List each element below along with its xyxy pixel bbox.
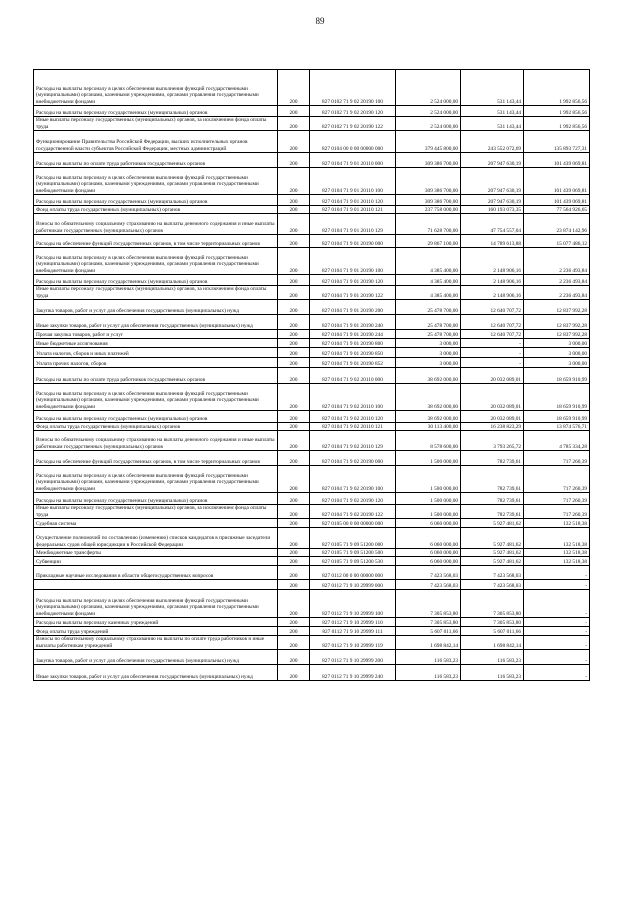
- row-line-code: 200: [278, 214, 310, 235]
- row-approved: 3 000,00: [396, 348, 461, 358]
- row-remaining: 132 518,38: [524, 519, 590, 528]
- row-approved: 309 386 700,00: [396, 195, 461, 206]
- row-approved: 2 524 000,00: [396, 70, 461, 106]
- row-approved: 4 385 400,00: [396, 248, 461, 275]
- row-description: Функционирование Правительства Российской Федерации, высших исполнительных органов государственной власти субъектов Российской Федерации, местных администраций: [34, 131, 278, 153]
- row-budget-code: 827 0104 71 9 01 20190 852: [310, 358, 396, 368]
- table-row: [34, 636, 590, 650]
- row-remaining: 132 518,38: [524, 549, 590, 557]
- row-executed: 20 032 089,01: [461, 368, 524, 384]
- row-description: Расходы на обеспечение функций государственных органов, в том числе территориальных органов: [34, 235, 278, 248]
- row-budget-code: 827 0104 71 9 02 20110 120: [310, 411, 396, 423]
- row-line-code: 200: [278, 358, 310, 368]
- row-line-code: 200: [278, 153, 310, 168]
- row-remaining: 18 659 910,99: [524, 384, 590, 411]
- row-remaining: 3 000,00: [524, 348, 590, 358]
- row-budget-code: 827 0104 71 9 01 20190 000: [310, 235, 396, 248]
- row-remaining: 18 659 910,99: [524, 411, 590, 423]
- row-remaining: 13 874 576,71: [524, 423, 590, 431]
- table-row: [34, 300, 590, 315]
- row-executed: 782 739,61: [461, 505, 524, 519]
- row-approved: 116 583,23: [396, 665, 461, 681]
- table-row: [34, 528, 590, 549]
- table-row: [34, 275, 590, 286]
- row-line-code: 200: [278, 528, 310, 549]
- row-budget-code: 827 0104 71 9 01 20190 122: [310, 286, 396, 300]
- table-row: [34, 168, 590, 195]
- row-executed: 12 640 707,72: [461, 330, 524, 339]
- row-budget-code: 827 0104 71 9 01 20110 120: [310, 195, 396, 206]
- row-line-code: 200: [278, 315, 310, 330]
- row-executed: 531 143,44: [461, 70, 524, 106]
- row-line-code: 200: [278, 636, 310, 650]
- table-row: [34, 618, 590, 627]
- row-approved: 1 500 000,00: [396, 466, 461, 493]
- row-executed: 116 583,23: [461, 665, 524, 681]
- row-description: Расходы на выплаты персоналу в целях обеспечения выполнения функций государственными (муниципальными) органами, казенными учреждениями, органами управления государственными внебюджетными фондами: [34, 590, 278, 618]
- row-executed: 7 423 568,03: [461, 566, 524, 580]
- row-budget-code: 827 0104 71 9 02 20190 120: [310, 493, 396, 505]
- row-line-code: 200: [278, 451, 310, 466]
- table-row: [34, 519, 590, 528]
- table-row: [34, 411, 590, 423]
- row-remaining: -: [524, 590, 590, 618]
- row-approved: 3 000,00: [396, 358, 461, 368]
- row-approved: 4 385 400,00: [396, 286, 461, 300]
- row-budget-code: 827 0104 71 9 02 20110 100: [310, 384, 396, 411]
- row-budget-code: 827 0112 71 9 10 29999 200: [310, 650, 396, 665]
- row-description: Субвенции: [34, 557, 278, 566]
- row-executed: 5 927 481,62: [461, 528, 524, 549]
- table-row: [34, 650, 590, 665]
- row-remaining: 2 236 493,84: [524, 275, 590, 286]
- row-approved: 6 060 000,00: [396, 519, 461, 528]
- row-executed: 5 927 481,62: [461, 557, 524, 566]
- row-remaining: 12 837 992,28: [524, 330, 590, 339]
- row-approved: 7 423 568,03: [396, 580, 461, 590]
- row-budget-code: 827 0104 71 9 02 20190 122: [310, 505, 396, 519]
- row-remaining: 12 837 992,28: [524, 300, 590, 315]
- row-approved: 379 445 800,00: [396, 131, 461, 153]
- row-line-code: 200: [278, 411, 310, 423]
- row-description: Взносы по обязательному социальному страхованию на выплаты денежного содержания и иные выплаты работникам государственных (муниципальных) органов: [34, 214, 278, 235]
- row-approved: 2 524 000,00: [396, 106, 461, 117]
- row-description: [34, 580, 278, 590]
- row-approved: 7 423 568,03: [396, 566, 461, 580]
- row-executed: 5 927 481,62: [461, 549, 524, 557]
- row-remaining: 23 874 142,96: [524, 214, 590, 235]
- row-description: Межбюджетные трансферты: [34, 549, 278, 557]
- table-row: [34, 339, 590, 348]
- row-budget-code: 827 0104 71 9 01 20190 850: [310, 348, 396, 358]
- row-budget-code: 827 0104 71 9 01 20190 200: [310, 300, 396, 315]
- row-approved: 25 478 700,00: [396, 300, 461, 315]
- table-row: [34, 214, 590, 235]
- row-remaining: 3 000,00: [524, 339, 590, 348]
- row-description: Взносы по обязательному социальному страхованию на выплаты денежного содержания и иные выплаты работникам государственных (муниципальных) органов: [34, 431, 278, 451]
- row-executed: 14 789 613,88: [461, 235, 524, 248]
- row-budget-code: 827 0112 71 9 10 29999 111: [310, 627, 396, 636]
- row-remaining: -: [524, 618, 590, 627]
- row-remaining: 101 439 069,81: [524, 168, 590, 195]
- row-remaining: 101 439 069,81: [524, 153, 590, 168]
- row-remaining: 12 837 992,28: [524, 315, 590, 330]
- row-executed: 20 032 089,01: [461, 411, 524, 423]
- row-remaining: 77 564 926,65: [524, 206, 590, 214]
- row-description: Расходы на выплаты персоналу в целях обеспечения выполнения функций государственными (муниципальными) органами, казенными учреждениями, органами управления государственными внебюджетными фондами: [34, 70, 278, 106]
- row-description: Фонд оплаты труда учреждений: [34, 627, 278, 636]
- row-executed: 160 193 073,35: [461, 206, 524, 214]
- table-row: [34, 348, 590, 358]
- row-remaining: 135 893 727,31: [524, 131, 590, 153]
- row-budget-code: 827 0104 71 9 01 20190 800: [310, 339, 396, 348]
- row-description: Расходы на выплаты персоналу в целях обеспечения выполнения функций государственными (муниципальными) органами, казенными учреждениями, органами управления государственными внебюджетными фондами: [34, 384, 278, 411]
- row-budget-code: 827 0105 00 0 00 00000 000: [310, 519, 396, 528]
- row-line-code: 200: [278, 431, 310, 451]
- row-budget-code: 827 0105 71 9 09 51200 500: [310, 549, 396, 557]
- table-row: [34, 131, 590, 153]
- row-budget-code: 827 0104 71 9 01 20110 121: [310, 206, 396, 214]
- table-row: [34, 505, 590, 519]
- row-executed: 7 423 568,03: [461, 580, 524, 590]
- row-description: Иные закупки товаров, работ и услуг для обеспечения государственных (муниципальных) нужд: [34, 665, 278, 681]
- row-line-code: 200: [278, 650, 310, 665]
- row-remaining: 132 518,38: [524, 557, 590, 566]
- row-budget-code: 827 0112 71 9 10 29999 100: [310, 590, 396, 618]
- row-line-code: 200: [278, 131, 310, 153]
- page-number: 89: [315, 16, 325, 26]
- row-remaining: 717 260,39: [524, 505, 590, 519]
- row-executed: -: [461, 339, 524, 348]
- table-row: [34, 206, 590, 214]
- row-remaining: -: [524, 627, 590, 636]
- table-row: [34, 248, 590, 275]
- row-description: Прочая закупка товаров, работ и услуг: [34, 330, 278, 339]
- table-row: [34, 117, 590, 131]
- row-approved: 6 060 000,00: [396, 549, 461, 557]
- row-line-code: 200: [278, 300, 310, 315]
- row-line-code: 200: [278, 275, 310, 286]
- row-executed: 12 640 707,72: [461, 315, 524, 330]
- table-row: [34, 557, 590, 566]
- row-approved: 71 628 700,00: [396, 214, 461, 235]
- row-remaining: 1 992 856,56: [524, 70, 590, 106]
- row-approved: 2 524 000,00: [396, 117, 461, 131]
- row-budget-code: 827 0104 71 9 02 20190 000: [310, 451, 396, 466]
- row-approved: 1 500 000,00: [396, 493, 461, 505]
- row-budget-code: 827 0112 71 9 10 29999 240: [310, 665, 396, 681]
- row-budget-code: 827 0104 71 9 01 20110 000: [310, 153, 396, 168]
- row-description: Расходы на обеспечение функций государственных органов, в том числе территориальных органов: [34, 451, 278, 466]
- row-approved: 237 758 000,00: [396, 206, 461, 214]
- row-line-code: 200: [278, 549, 310, 557]
- row-description: Расходы на выплаты персоналу государственных (муниципальных) органов: [34, 275, 278, 286]
- row-remaining: -: [524, 636, 590, 650]
- row-description: Закупка товаров, работ и услуг для обеспечения государственных (муниципальных) нужд: [34, 300, 278, 315]
- row-remaining: 1 992 856,56: [524, 117, 590, 131]
- row-executed: 531 143,44: [461, 117, 524, 131]
- row-line-code: 200: [278, 590, 310, 618]
- row-description: Иные выплаты персоналу государственных (муниципальных) органов, за исключением фонда оплаты труда: [34, 505, 278, 519]
- row-approved: 7 305 853,80: [396, 590, 461, 618]
- row-remaining: 717 260,39: [524, 451, 590, 466]
- row-remaining: 18 659 910,99: [524, 368, 590, 384]
- row-description: Расходы на выплаты персоналу государственных (муниципальных) органов: [34, 195, 278, 206]
- row-budget-code: 827 0102 71 9 02 20190 100: [310, 70, 396, 106]
- row-approved: 1 500 000,00: [396, 451, 461, 466]
- row-executed: 2 148 906,16: [461, 275, 524, 286]
- row-budget-code: 827 0105 71 9 09 51200 530: [310, 557, 396, 566]
- row-remaining: 2 236 493,84: [524, 286, 590, 300]
- row-executed: -: [461, 348, 524, 358]
- row-approved: 6 060 000,00: [396, 528, 461, 549]
- row-description: Судебная система: [34, 519, 278, 528]
- row-description: Осуществление полномочий по составлению (изменению) списков кандидатов в присяжные заседатели федеральных судов общей юрисдикции в Российской Федерации: [34, 528, 278, 549]
- row-description: Иные выплаты персоналу государственных (муниципальных) органов, за исключением фонда оплаты труда: [34, 286, 278, 300]
- table-row: [34, 195, 590, 206]
- row-remaining: -: [524, 650, 590, 665]
- row-budget-code: 827 0104 71 9 01 20190 244: [310, 330, 396, 339]
- row-line-code: 200: [278, 117, 310, 131]
- row-approved: 30 113 400,00: [396, 423, 461, 431]
- row-line-code: 200: [278, 339, 310, 348]
- row-budget-code: 827 0104 71 9 02 20190 100: [310, 466, 396, 493]
- row-description: Уплата прочих налогов, сборов: [34, 358, 278, 368]
- row-remaining: 2 236 493,84: [524, 248, 590, 275]
- row-budget-code: 827 0104 71 9 02 20110 000: [310, 368, 396, 384]
- row-remaining: 1 992 856,56: [524, 106, 590, 117]
- row-budget-code: 827 0104 00 0 00 00000 000: [310, 131, 396, 153]
- row-description: Закупка товаров, работ и услуг для обеспечения государственных (муниципальных) нужд: [34, 650, 278, 665]
- row-budget-code: 827 0112 71 9 10 29999 000: [310, 580, 396, 590]
- row-remaining: 4 785 334,28: [524, 431, 590, 451]
- row-remaining: 132 518,38: [524, 528, 590, 549]
- row-approved: 309 386 700,00: [396, 168, 461, 195]
- row-executed: 1 698 842,14: [461, 636, 524, 650]
- table-row: [34, 368, 590, 384]
- row-executed: 207 947 630,19: [461, 195, 524, 206]
- row-approved: 6 060 000,00: [396, 557, 461, 566]
- row-budget-code: 827 0104 71 9 01 20110 129: [310, 214, 396, 235]
- row-remaining: 15 077 486,12: [524, 235, 590, 248]
- row-description: Расходы на выплаты персоналу государственных (муниципальных) органов: [34, 493, 278, 505]
- row-executed: -: [461, 358, 524, 368]
- row-approved: 38 692 000,00: [396, 384, 461, 411]
- row-executed: 243 552 072,69: [461, 131, 524, 153]
- row-line-code: 200: [278, 248, 310, 275]
- row-approved: 38 692 000,00: [396, 368, 461, 384]
- row-description: Прикладные научные исследования в области общегосударственных вопросов: [34, 566, 278, 580]
- row-line-code: 200: [278, 557, 310, 566]
- row-remaining: -: [524, 566, 590, 580]
- row-remaining: 717 260,39: [524, 493, 590, 505]
- row-line-code: 200: [278, 423, 310, 431]
- row-executed: 7 305 853,80: [461, 590, 524, 618]
- row-executed: 3 793 265,72: [461, 431, 524, 451]
- table-row: [34, 493, 590, 505]
- row-budget-code: 827 0112 71 9 10 29999 119: [310, 636, 396, 650]
- row-approved: 1 500 000,00: [396, 505, 461, 519]
- row-line-code: 200: [278, 627, 310, 636]
- row-budget-code: 827 0104 71 9 01 20110 100: [310, 168, 396, 195]
- row-line-code: 200: [278, 206, 310, 214]
- row-executed: 16 238 823,29: [461, 423, 524, 431]
- table-row: [34, 106, 590, 117]
- row-executed: 207 947 630,19: [461, 153, 524, 168]
- row-line-code: 200: [278, 566, 310, 580]
- table-row: [34, 153, 590, 168]
- table-row: [34, 431, 590, 451]
- row-approved: 25 478 700,00: [396, 315, 461, 330]
- row-approved: 8 578 600,00: [396, 431, 461, 451]
- table-row: [34, 627, 590, 636]
- table-row: [34, 286, 590, 300]
- row-budget-code: 827 0102 71 9 02 20190 122: [310, 117, 396, 131]
- row-line-code: 200: [278, 618, 310, 627]
- row-executed: 531 143,44: [461, 106, 524, 117]
- table-row: [34, 580, 590, 590]
- row-executed: 2 148 906,16: [461, 248, 524, 275]
- budget-table: [33, 69, 590, 681]
- table-row: [34, 70, 590, 106]
- row-approved: 7 305 853,80: [396, 618, 461, 627]
- row-budget-code: 827 0112 00 0 00 00000 000: [310, 566, 396, 580]
- row-description: Расходы на выплаты по оплате труда работников государственных органов: [34, 153, 278, 168]
- row-description: Расходы на выплаты персоналу казенных учреждений: [34, 618, 278, 627]
- row-line-code: 200: [278, 665, 310, 681]
- row-approved: 25 478 700,00: [396, 330, 461, 339]
- row-description: Расходы на выплаты персоналу в целях обеспечения выполнения функций государственными (муниципальными) органами, казенными учреждениями, органами управления государственными внебюджетными фондами: [34, 466, 278, 493]
- row-executed: 116 583,23: [461, 650, 524, 665]
- row-description: Расходы на выплаты по оплате труда работников государственных органов: [34, 368, 278, 384]
- row-budget-code: 827 0112 71 9 10 29999 110: [310, 618, 396, 627]
- table-row: [34, 451, 590, 466]
- row-approved: 116 583,23: [396, 650, 461, 665]
- row-executed: 5 607 011,66: [461, 627, 524, 636]
- row-line-code: 200: [278, 348, 310, 358]
- row-line-code: 200: [278, 519, 310, 528]
- row-approved: 3 000,00: [396, 339, 461, 348]
- row-line-code: 200: [278, 168, 310, 195]
- row-line-code: 200: [278, 466, 310, 493]
- row-approved: 38 692 000,00: [396, 411, 461, 423]
- row-description: Расходы на выплаты персоналу государственных (муниципальных) органов: [34, 411, 278, 423]
- row-description: Взносы по обязательному социальному страхованию на выплаты по оплате труда работников и иные выплаты работникам учреждений: [34, 636, 278, 650]
- table-row: [34, 235, 590, 248]
- row-description: Иные закупки товаров, работ и услуг для обеспечения государственных (муниципальных) нужд: [34, 315, 278, 330]
- row-approved: 1 698 842,14: [396, 636, 461, 650]
- row-executed: 47 754 557,04: [461, 214, 524, 235]
- row-line-code: 200: [278, 493, 310, 505]
- row-remaining: 3 000,00: [524, 358, 590, 368]
- row-description: Фонд оплаты труда государственных (муниципальных) органов: [34, 206, 278, 214]
- row-line-code: 200: [278, 330, 310, 339]
- row-approved: 4 385 400,00: [396, 275, 461, 286]
- row-line-code: 200: [278, 580, 310, 590]
- row-budget-code: 827 0104 71 9 02 20110 121: [310, 423, 396, 431]
- row-description: Уплата налогов, сборов и иных платежей: [34, 348, 278, 358]
- row-description: Расходы на выплаты персоналу в целях обеспечения выполнения функций государственными (муниципальными) органами, казенными учреждениями, органами управления государственными внебюджетными фондами: [34, 248, 278, 275]
- row-executed: 782 739,61: [461, 466, 524, 493]
- table-row: [34, 384, 590, 411]
- row-budget-code: 827 0104 71 9 01 20190 120: [310, 275, 396, 286]
- row-budget-code: 827 0102 71 9 02 20190 120: [310, 106, 396, 117]
- row-executed: 12 640 707,72: [461, 300, 524, 315]
- table-row: [34, 590, 590, 618]
- table-row: [34, 358, 590, 368]
- table-row: [34, 315, 590, 330]
- row-budget-code: 827 0105 71 9 09 51200 000: [310, 528, 396, 549]
- row-executed: 782 739,61: [461, 451, 524, 466]
- row-line-code: 200: [278, 70, 310, 106]
- row-description: Расходы на выплаты персоналу в целях обеспечения выполнения функций государственными (муниципальными) органами, казенными учреждениями, органами управления государственными внебюджетными фондами: [34, 168, 278, 195]
- row-remaining: -: [524, 665, 590, 681]
- row-line-code: 200: [278, 195, 310, 206]
- row-executed: 782 739,61: [461, 493, 524, 505]
- row-description: Расходы на выплаты персоналу государственных (муниципальных) органов: [34, 106, 278, 117]
- row-approved: 309 386 700,00: [396, 153, 461, 168]
- row-remaining: 101 439 069,81: [524, 195, 590, 206]
- row-executed: 207 947 630,19: [461, 168, 524, 195]
- row-executed: 7 305 853,80: [461, 618, 524, 627]
- row-description: Иные бюджетные ассигнования: [34, 339, 278, 348]
- row-budget-code: 827 0104 71 9 01 20190 100: [310, 248, 396, 275]
- row-executed: 20 032 089,01: [461, 384, 524, 411]
- table-row: [34, 423, 590, 431]
- row-line-code: 200: [278, 368, 310, 384]
- row-line-code: 200: [278, 235, 310, 248]
- row-budget-code: 827 0104 71 9 02 20110 129: [310, 431, 396, 451]
- row-budget-code: 827 0104 71 9 01 20190 240: [310, 315, 396, 330]
- table-row: [34, 466, 590, 493]
- row-executed: 2 148 906,16: [461, 286, 524, 300]
- row-remaining: -: [524, 580, 590, 590]
- row-line-code: 200: [278, 384, 310, 411]
- row-approved: 5 607 011,66: [396, 627, 461, 636]
- row-approved: 29 867 100,00: [396, 235, 461, 248]
- row-remaining: 717 260,39: [524, 466, 590, 493]
- row-line-code: 200: [278, 286, 310, 300]
- table-row: [34, 549, 590, 557]
- row-description: Иные выплаты персоналу государственных (муниципальных) органов, за исключением фонда оплаты труда: [34, 117, 278, 131]
- table-row: [34, 665, 590, 681]
- row-executed: 5 927 481,62: [461, 519, 524, 528]
- row-line-code: 200: [278, 505, 310, 519]
- row-description: Фонд оплаты труда государственных (муниципальных) органов: [34, 423, 278, 431]
- table-row: [34, 566, 590, 580]
- table-row: [34, 330, 590, 339]
- row-line-code: 200: [278, 106, 310, 117]
